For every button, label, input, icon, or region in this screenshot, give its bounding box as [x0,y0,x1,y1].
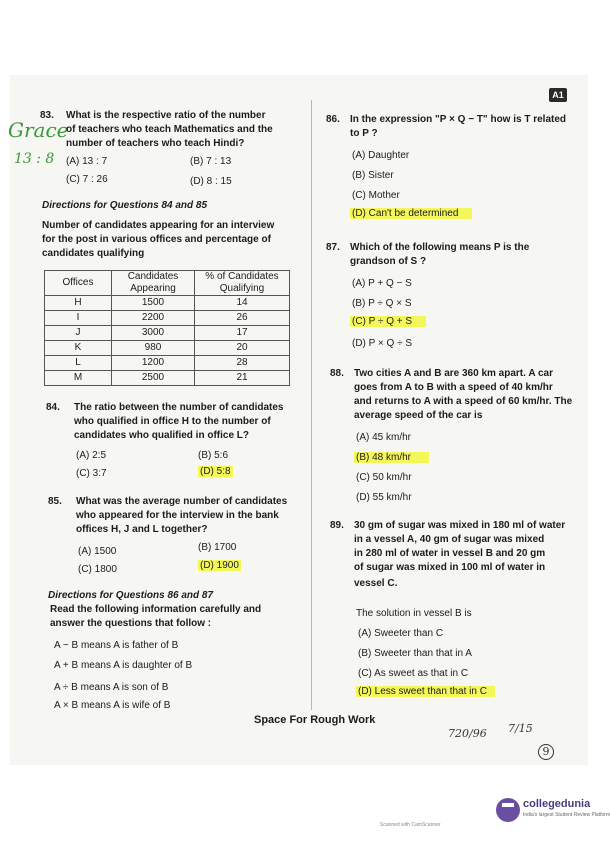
table-cell: H [45,296,112,311]
q89-stem: The solution in vessel B is [356,608,472,619]
table-cell: M [45,371,112,386]
column-divider [311,100,312,710]
handwritten-ratio: 13 : 8 [14,151,55,167]
q89-answer-highlight: (D) Less sweet than that in C [356,686,495,697]
q86-option-b: (B) Sister [352,170,394,181]
table-cell: 17 [195,326,290,341]
q83-option-c: (C) 7 : 26 [66,174,108,185]
q88-option-b [354,452,429,464]
q86-option-d [350,208,472,220]
q89-number: 89. [330,520,344,531]
directions-84-85-line2: for the post in various offices and percentage of [42,234,271,245]
q89-option-a: (A) Sweeter than C [358,628,444,639]
table-cell: L [45,356,112,371]
q83-line2: of teachers who teach Mathematics and the [66,124,273,135]
collegedunia-brand: collegedunia [523,798,591,810]
q89-line4: of sugar was mixed in 100 ml of water in [354,562,546,573]
q88-line3: and returns to A with a speed of 60 km/hr. The [354,396,573,407]
q89-line2: in a vessel A, 40 gm of sugar was mixed [354,534,545,545]
q87-option-b: (B) P ÷ Q × S [352,298,412,309]
q83-option-b: (B) 7 : 13 [190,156,232,167]
q87-option-d: (D) P × Q ÷ S [352,338,413,349]
q87-number: 87. [326,242,340,253]
q84-answer-highlight: (D) 5:8 [200,466,231,477]
page-badge: A1 [549,88,567,102]
q85-option-a: (A) 1500 [78,546,117,557]
table-header-appearing: Candidates Appearing [112,271,195,296]
directions-84-85-line1: Number of candidates appearing for an interview [42,220,275,231]
table-row [45,371,290,386]
collegedunia-tagline: India's largest Student Review Platform [523,812,610,818]
table-cell: K [45,341,112,356]
table-cell: 1200 [112,356,195,371]
q87-answer-highlight: (C) P ÷ Q + S [350,316,426,327]
q89-option-c: (C) As sweet as that in C [358,668,469,679]
q85-option-b: (B) 1700 [198,542,237,553]
q84-option-a: (A) 2:5 [76,450,107,461]
q86-line2: to P ? [350,128,378,139]
q86-option-c: (C) Mother [352,190,400,201]
rough-work-label: Space For Rough Work [254,714,376,726]
q84-option-b: (B) 5:6 [198,450,229,461]
q88-option-c: (C) 50 km/hr [356,472,412,483]
q84-option-c: (C) 3:7 [76,468,107,479]
table-cell: 1500 [112,296,195,311]
table-row [45,296,290,311]
q87-option-a: (A) P + Q − S [352,278,412,289]
rule-plus: A + B means A is daughter of B [54,660,193,671]
table-row [45,341,290,356]
directions-86-87-line1: Read the following information carefully and [50,604,262,615]
q89-line5: vessel C. [354,578,398,589]
q89-option-d [356,686,495,698]
handwritten-fraction-1: 720/96 [448,727,487,740]
q88-option-d: (D) 55 km/hr [356,492,412,503]
q87-line2: grandson of S ? [350,256,427,267]
q89-line1: 30 gm of sugar was mixed in 180 ml of water [354,520,566,531]
q85-line2: who appeared for the interview in the bank [76,510,279,521]
q87-option-c [350,316,426,328]
table-cell: 26 [195,311,290,326]
directions-86-87-line2: answer the questions that follow : [50,618,212,629]
q88-answer-highlight: (B) 48 km/hr [354,452,429,463]
table-cell: 14 [195,296,290,311]
q85-option-d [198,560,241,572]
handwritten-fraction-2: 7/15 [508,722,533,735]
q83-option-d: (D) 8 : 15 [190,176,232,187]
q86-line1: In the expression "P × Q − T" how is T related [350,114,567,125]
directions-84-85-heading: Directions for Questions 84 and 85 [42,200,208,211]
rule-minus: A − B means A is father of B [54,640,179,651]
table-header-row [45,271,290,296]
table-cell: 28 [195,356,290,371]
q83-line3: number of teachers who teach Hindi? [66,138,245,149]
q85-line3: offices H, J and L together? [76,524,208,535]
rule-times: A × B means A is wife of B [54,700,171,711]
table-header-qualifying: % of Candidates Qualifying [195,271,290,296]
table-cell: 21 [195,371,290,386]
table-cell: J [45,326,112,341]
q84-line3: candidates who qualified in office L? [74,430,250,441]
q86-option-a: (A) Daughter [352,150,410,161]
q86-answer-highlight: (D) Can't be determined [350,208,472,219]
q83-number: 83. [40,110,54,121]
q88-line4: average speed of the car is [354,410,483,421]
table-row [45,311,290,326]
q86-number: 86. [326,114,340,125]
q83-option-a: (A) 13 : 7 [66,156,108,167]
table-cell: 980 [112,341,195,356]
offices-table [44,270,290,386]
table-cell: 2500 [112,371,195,386]
q85-line1: What was the average number of candidates [76,496,288,507]
q88-line2: goes from A to B with a speed of 40 km/hr [354,382,553,393]
table-cell: I [45,311,112,326]
handwritten-page-number: 9 [538,744,554,760]
rule-divide: A ÷ B means A is son of B [54,682,169,693]
table-cell: 20 [195,341,290,356]
q88-option-a: (A) 45 km/hr [356,432,412,443]
table-cell: 2200 [112,311,195,326]
q88-line1: Two cities A and B are 360 km apart. A car [354,368,553,379]
handwritten-grace: Grace [8,118,69,142]
table-row [45,356,290,371]
table-cell: 3000 [112,326,195,341]
directions-86-87-heading: Directions for Questions 86 and 87 [48,590,214,601]
q87-line1: Which of the following means P is the [350,242,530,253]
q84-option-d [198,466,233,478]
q85-answer-highlight: (D) 1900 [200,560,239,571]
q83-line1: What is the respective ratio of the number [66,110,266,121]
q89-line3: in 280 ml of water in vessel B and 20 gm [354,548,546,559]
q85-number: 85. [48,496,62,507]
q84-line1: The ratio between the number of candidates [74,402,284,413]
table-row [45,326,290,341]
scanner-watermark: Scanned with CamScanner [380,822,441,828]
collegedunia-logo-icon [496,798,520,822]
q84-line2: who qualified in office H to the number of [74,416,271,427]
q85-option-c: (C) 1800 [78,564,117,575]
directions-84-85-line3: candidates qualifying [42,248,145,259]
q89-option-b: (B) Sweeter than that in A [358,648,472,659]
q88-number: 88. [330,368,344,379]
table-header-offices: Offices [45,271,112,296]
q84-number: 84. [46,402,60,413]
